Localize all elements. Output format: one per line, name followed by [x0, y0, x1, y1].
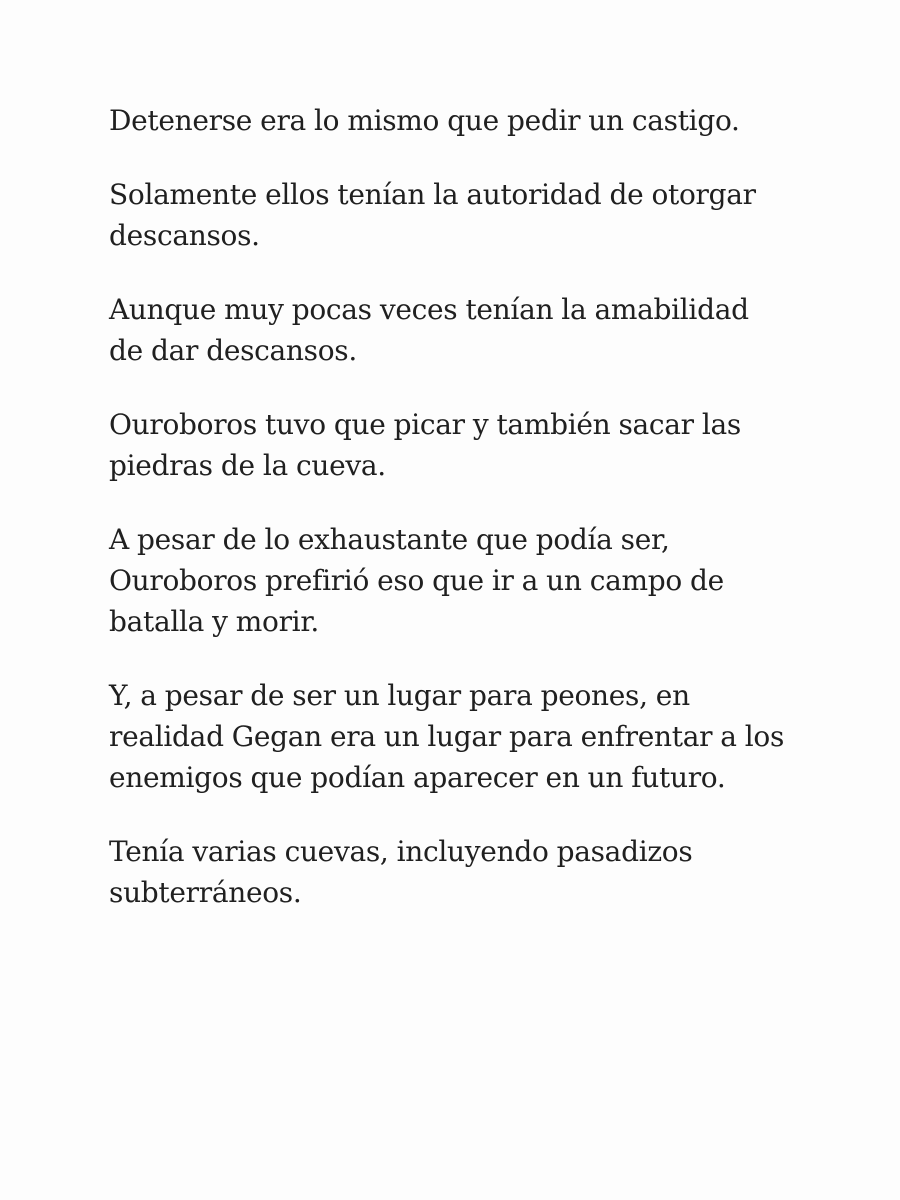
text-line: A pesar de lo exhaustante que podía ser, [109, 523, 670, 556]
text-line: Ouroboros tuvo que picar y también sacar las [109, 408, 741, 441]
text-line: de dar descansos. [109, 334, 357, 367]
text-line: Ouroboros prefirió eso que ir a un campo de [109, 564, 724, 597]
paragraph [109, 519, 792, 642]
paragraph [109, 174, 792, 256]
paragraph [109, 831, 792, 913]
text-line: Detenerse era lo mismo que pedir un castigo. [109, 104, 740, 137]
paragraph [109, 100, 792, 141]
text-line: subterráneos. [109, 876, 302, 909]
text-line: Y, a pesar de ser un lugar para peones, en [109, 679, 690, 712]
text-line: Tenía varias cuevas, incluyendo pasadizos [109, 835, 693, 868]
text-line: piedras de la cueva. [109, 449, 386, 482]
text-line: enemigos que podían aparecer en un futuro. [109, 761, 726, 794]
paragraph [109, 289, 792, 371]
text-line: realidad Gegan era un lugar para enfrentar a los [109, 720, 785, 753]
paragraph [109, 404, 792, 486]
text-line: Solamente ellos tenían la autoridad de otorgar [109, 178, 756, 211]
text-line: descansos. [109, 219, 260, 252]
paragraph [109, 675, 792, 798]
text-line: batalla y morir. [109, 605, 319, 638]
text-line: Aunque muy pocas veces tenían la amabilidad [109, 293, 749, 326]
